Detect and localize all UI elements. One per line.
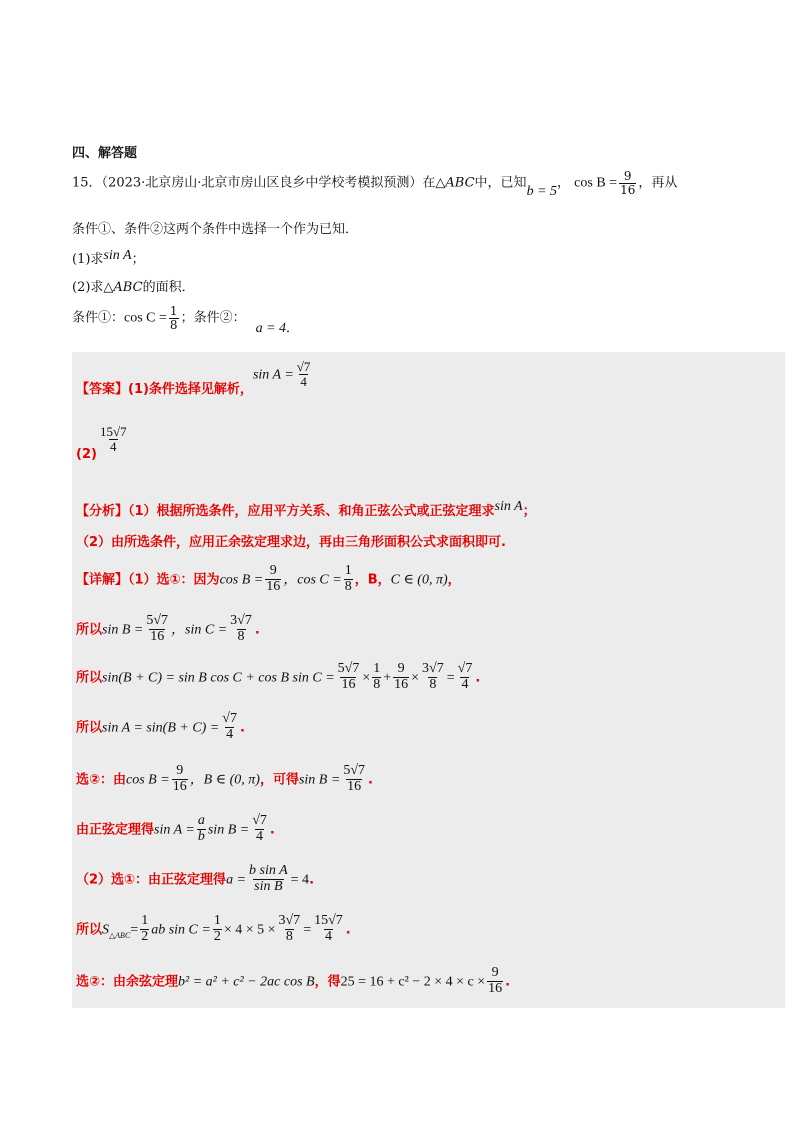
question-line-2: 条件①、条件②这两个条件中选择一个作为已知． [72, 222, 359, 237]
detail-line-1: 【详解】（1）选①：因为cos B = $\frac{9}{16}$ ，cos C = $\frac{1}{8}$ ，B，C ∈ (0, π)， [76, 563, 461, 594]
part-1: (1)求sin A； [72, 248, 145, 267]
detail-line-6: 由正弦定理得sin A = $\frac{a}{b}$ sin B = $\frac{√7}{4}$ . [76, 813, 275, 844]
detail-line-2: 所以sin B = $\frac{5√7}{16}$ ，sin C = $\frac{3√7}{8}$ . [76, 613, 260, 644]
detail-line-7: （2）选①：由正弦定理得a = $\frac{\text{b sin A}}{\text{sin B}}$ = 4. [76, 863, 315, 894]
given-b: b = 5 [526, 183, 558, 199]
triangle-name: ABC [445, 175, 475, 191]
detail-line-4: 所以sin A = sin(B + C) = $\frac{√7}{4}$ . [76, 711, 245, 742]
question-number: 15． [72, 175, 102, 191]
detail-line-5: 选②：由cos B = $\frac{9}{16}$ ，B ∈ (0, π)，可得sin B = $\frac{5√7}{16}$ . [76, 763, 373, 794]
answer-line: $_{【答案】(1)条件选择见解析,}$sin A = $\frac{√7}{4}$ [76, 359, 311, 397]
answer-label: 【答案】(1)条件选择见解析， [76, 381, 253, 397]
question-source: （2023·北京房山·北京市房山区良乡中学校考模拟预测）在△ [101, 175, 446, 191]
cond1-fraction: $\frac{1}{8}$ [169, 304, 178, 332]
cond1-expr: cos C = [124, 310, 167, 326]
part-2: (2)求△ABC的面积． [72, 280, 195, 295]
question-mid: 中，已知 [474, 175, 527, 191]
analysis-line-1: 【分析】（1）根据所选条件，应用平方关系、和角正弦公式或正弦定理求sin A； [76, 499, 536, 519]
conditions: 条件①：cos C = $\frac{1}{8}$ ；条件②：a = 4． [72, 304, 300, 336]
detail-line-9: 选②：由余弦定理b² = a² + c² − 2ac cos B，得25 = 16 + c² − 2 × 4 × c × $\frac{9}{16}$ . [76, 965, 511, 996]
detail-line-8: 所以$S_{\triangle ABC}=$ $\frac{1}{2}$ ab sin C = $\frac{1}{2}$ × 4 × 5 × $\frac{3√7}{8}$ = $\frac{15√7}{4}$ . [76, 913, 351, 944]
cond2-expr: a = 4 [255, 320, 287, 336]
analysis-line-2: （2）由所选条件，应用正余弦定理求边，再由三角形面积公式求面积即可. [76, 535, 506, 550]
question-tail: ，再从 [638, 175, 678, 191]
answer-part2: $_{(2)}$ $\frac{15√7}{4}$ [76, 424, 127, 462]
detail-line-3: 所以sin(B + C) = sin B cos C + cos B sin C = $\frac{5√7}{16}$ × $\frac{1}{8}$ + $\frac{9}{16}$ × $\frac{3√7}{8}$ = $\frac{√7}{4}$ . [76, 661, 481, 692]
cosB-fraction: $\frac{9}{16}$ [620, 169, 636, 197]
section-title: 四、解答题 [72, 146, 138, 161]
question-line-1: 15．（2023·北京房山·北京市房山区良乡中学校考模拟预测）在△ABC中，已知b = 5， cos B = $\frac{9}{16}$ ，再从 [72, 169, 678, 199]
answer-sinA: sin A = [252, 367, 294, 383]
given-cosB: cos B = [574, 175, 618, 191]
